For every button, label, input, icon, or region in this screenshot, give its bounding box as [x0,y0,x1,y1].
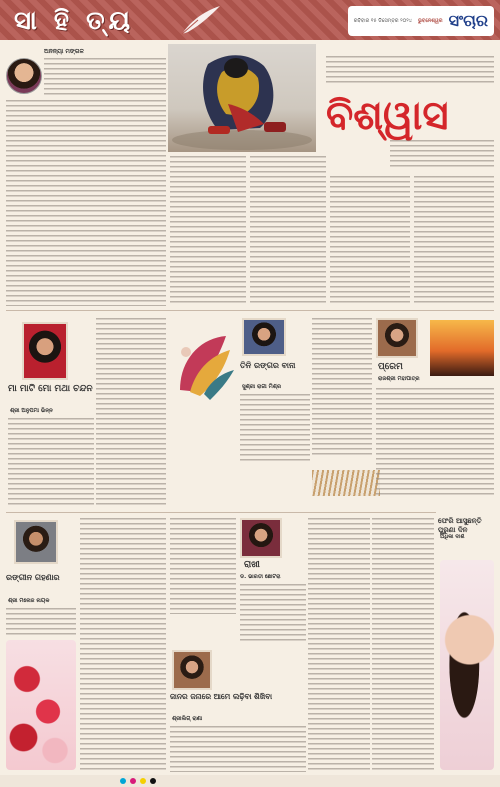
sunset-image [430,320,494,376]
masthead [0,0,500,40]
quill-icon [178,4,222,36]
poem-author: ଶ୍ରୀଲିଗ୍ ରାଣା [172,716,203,722]
poem-author: ସୁଶ୍ରୀ ରାଗୀ ମିଶ୍ର [242,384,282,390]
poet-photo [242,318,286,356]
magenta-mark [130,778,136,784]
poem-title: ଜାନର ଜନାରେ ଆମେ ଲଢ଼ିବା ଶିଖିବା [170,692,273,701]
yellow-mark [140,778,146,784]
poem-text [170,726,306,772]
print-strip [0,775,500,787]
story-text-block [250,156,326,306]
poem-text [240,394,310,464]
poem-title: ଫେରି ଆସୁଛନ୍ତି ପୁରୁଣା ଦିନ [438,516,482,534]
black-mark [150,778,156,784]
poet-photo [240,518,282,558]
cyan-mark [120,778,126,784]
poet-photo [376,318,418,358]
poem-text [6,608,76,638]
poem-text [372,518,434,772]
story-text-block [330,176,410,306]
poem-title: ତିନି ରଙ୍ଗର ବାନା [240,360,296,370]
woman-image [440,560,494,770]
story-text-block [390,140,494,168]
poem-title: ମା ମାଟି ମୋ ମଥା ଚନ୍ଦନ [8,384,93,394]
poem-text [240,584,306,644]
edition-label: ଭୁବନେଶ୍ୱର [417,18,443,24]
poem-title: ପ୍ରେମ [378,362,403,372]
poem-illustration [170,330,236,402]
illustration-figure [168,44,316,152]
poem-title: ରାଖୀ [244,560,260,570]
story-text-block [44,58,166,98]
poem-author: ଶ୍ରୀ ଅନୁପମା ଭିନ୍ନ [10,408,53,414]
divider [6,512,436,513]
wheat-image [312,470,380,496]
story-text-block [414,176,494,306]
poem-author: ଡ. ଭାରତୀ ଛୋଟରା [240,574,281,580]
story-text-block [170,156,246,306]
roses-image [6,640,76,770]
divider [6,310,494,311]
paper-name: ସଂଚାର [448,11,488,30]
poem-author: ଅଧିକା ଦାଶ [440,534,465,540]
story-author-photo [6,58,42,94]
story-title: ବିଶ୍ୱାସ [326,92,449,139]
poem-text [312,318,372,458]
story-author: ଅନନ୍ୟା ମଙ୍ଗଳ [44,48,84,55]
poem-text [170,518,236,614]
poem-text [80,518,166,772]
poem-text [8,418,94,506]
masthead-info [348,6,494,36]
story-text-block [6,100,166,306]
story-text-block [326,56,494,86]
poem-text [96,318,166,506]
poem-author: ଶ୍ରୀ ମନୋଜ ନାୟକ [8,598,50,604]
poet-photo [172,650,212,690]
poem-author: ରାଜଶ୍ରୀ ମହାପାତ୍ର [378,376,420,382]
issue-date: ରବିବାର ୧୫ ଡିସେମ୍ବର ୨୦୨୪ [353,18,412,24]
story-illustration [168,44,316,152]
poem-text [308,518,370,772]
poem-title: ରଙ୍ଗୀନ ଗହଣାର [6,572,60,582]
poet-photo [14,520,58,564]
poet-photo [22,322,68,380]
section-title: ସା ହି ତ୍ୟ [14,6,135,36]
poem-text [376,388,494,498]
